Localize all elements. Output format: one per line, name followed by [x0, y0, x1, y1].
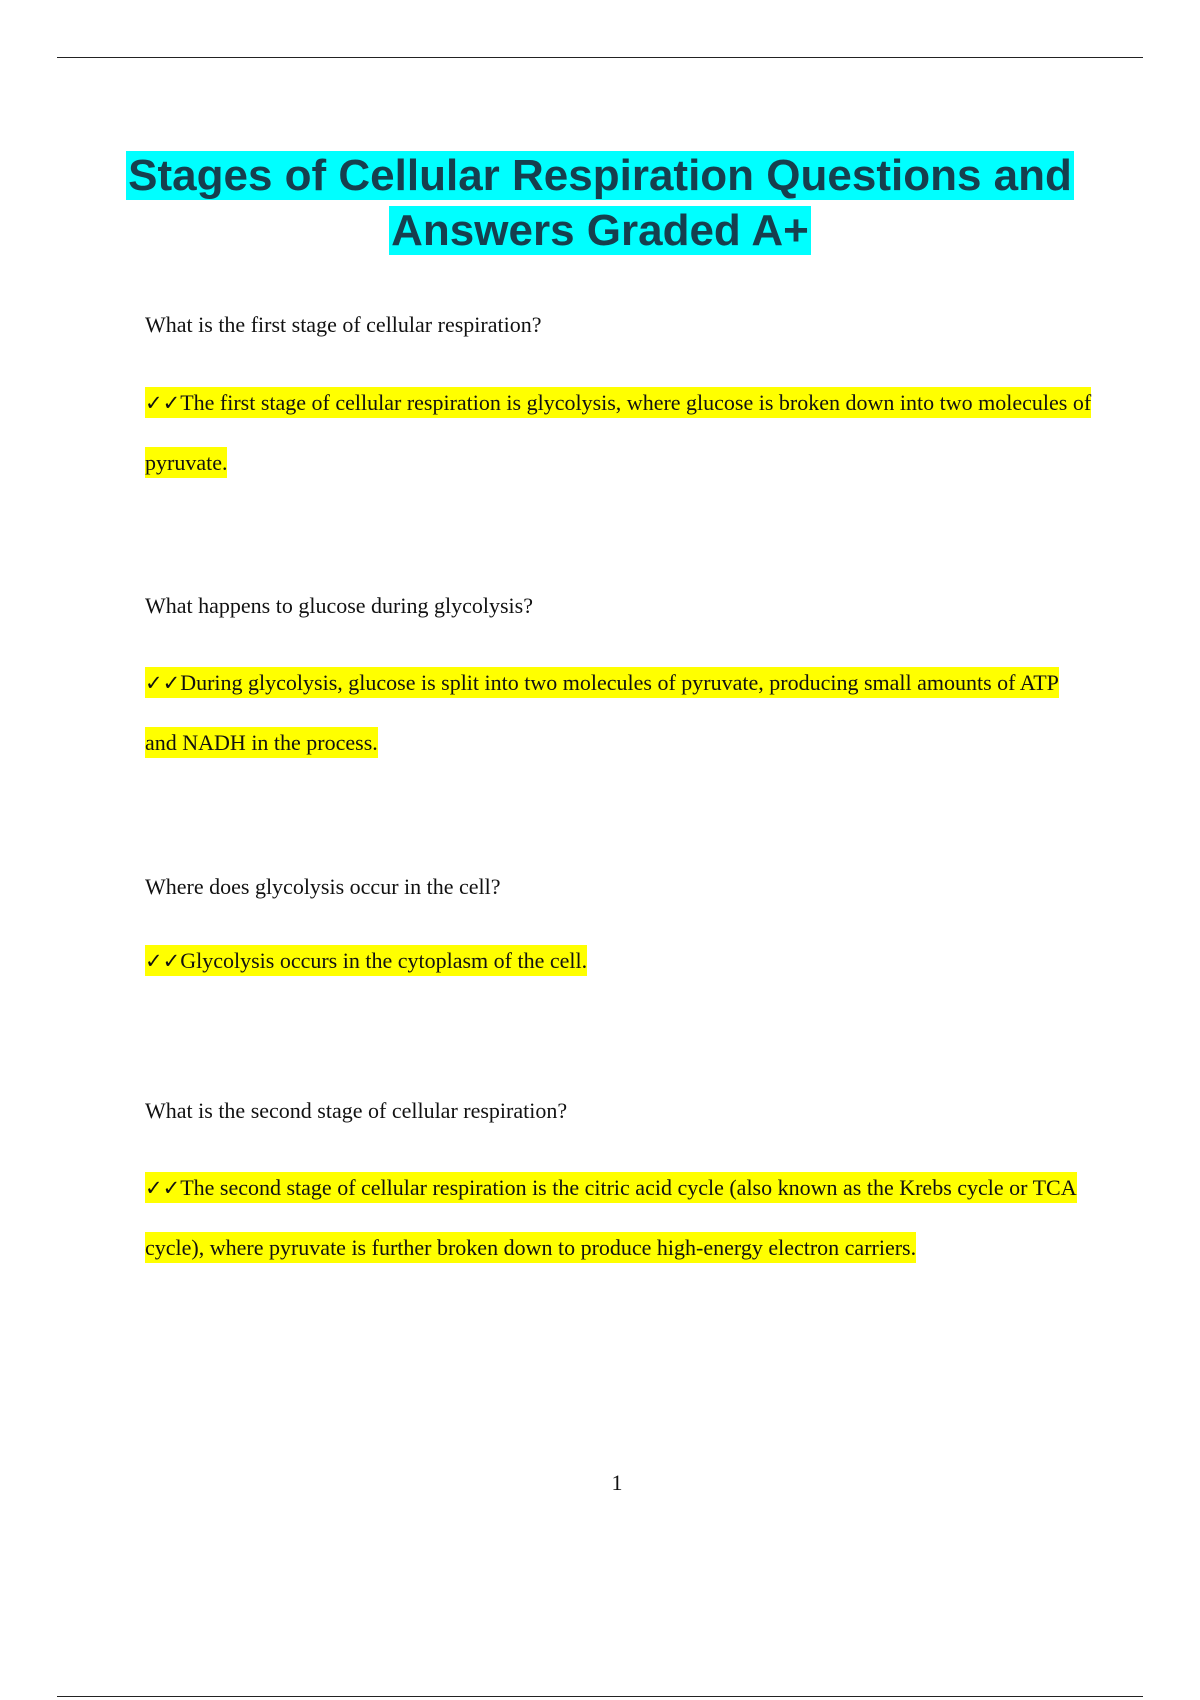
question-3: Where does glycolysis occur in the cell?: [145, 874, 501, 899]
answer-2: [145, 653, 1095, 773]
top-rule: [57, 57, 1143, 58]
bottom-rule: [57, 1696, 1143, 1697]
checkmark-icon: ✓✓: [145, 388, 180, 418]
answer-2-text: During glycolysis, glucose is split into two molecules of pyruvate, producing small amounts of ATP and NADH in the process.: [145, 667, 1059, 758]
answer-3: [145, 931, 1095, 991]
document-title: [100, 148, 1100, 258]
checkmark-icon: ✓✓: [145, 668, 180, 698]
checkmark-icon: ✓✓: [145, 1173, 180, 1203]
question-1: What is the first stage of cellular respiration?: [145, 312, 542, 337]
checkmark-icon: ✓✓: [145, 946, 180, 976]
answer-1-text: The first stage of cellular respiration is glycolysis, where glucose is broken down into two molecules of pyruvate.: [145, 387, 1091, 478]
page-number: 1: [611, 1470, 623, 1495]
answer-4-text: The second stage of cellular respiration is the citric acid cycle (also known as the Krebs cycle or TCA cycle), where pyruvate is further broken down to produce high-energy electron carriers.: [145, 1172, 1077, 1263]
answer-1: [145, 373, 1095, 493]
title-text: Stages of Cellular Respiration Questions and Answers Graded A+: [128, 151, 1072, 255]
question-2: What happens to glucose during glycolysis?: [145, 593, 533, 618]
answer-3-text: Glycolysis occurs in the cytoplasm of the cell.: [180, 945, 587, 976]
question-4: What is the second stage of cellular respiration?: [145, 1098, 568, 1123]
answer-4: [145, 1158, 1095, 1278]
